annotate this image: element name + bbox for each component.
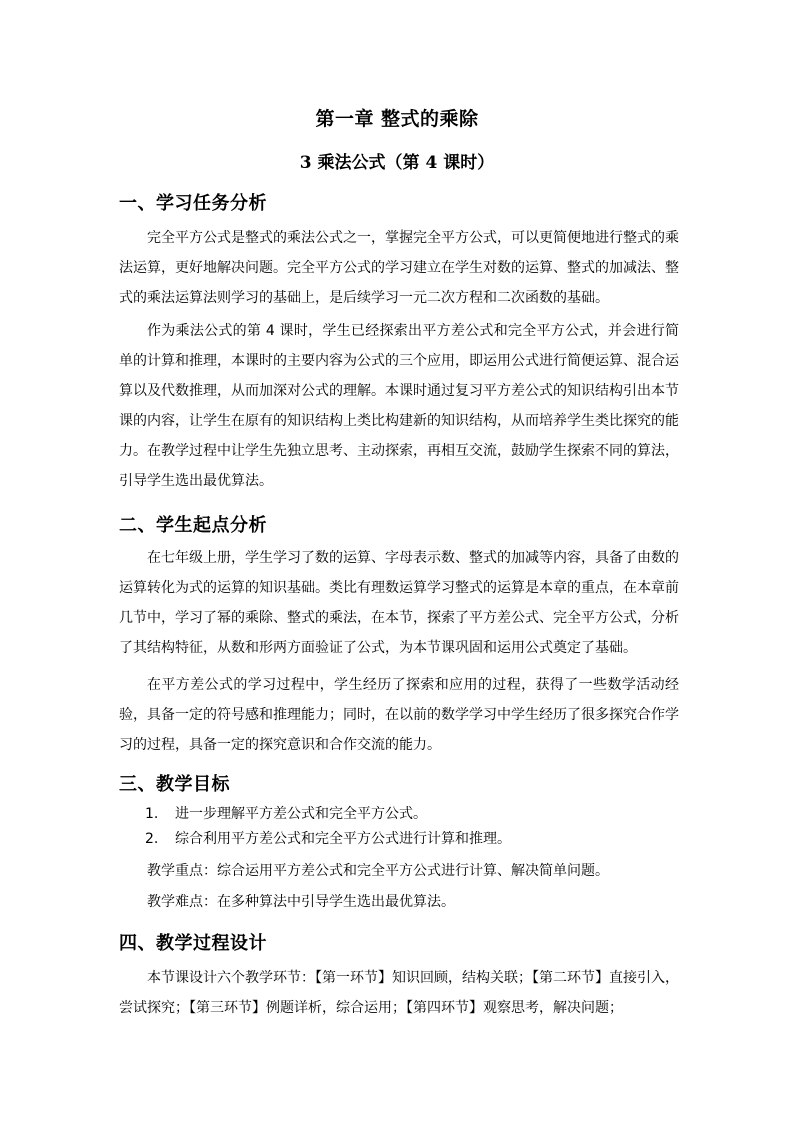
objective-text: 综合利用平方差公式和完全平方公式进行计算和推理。 xyxy=(175,831,511,847)
section-2-paragraph-2: 在平方差公式的学习过程中，学生经历了探索和应用的过程，获得了一些数学活动经验，具备一定的符号感和推理能力；同时，在以前的数学学习中学生经历了很多探究合作学习的过程，具备一定的探究意识和合作交流的能力。 xyxy=(119,677,679,753)
section-2-paragraph-1: 在七年级上册，学生学习了数的运算、字母表示数、整式的加减等内容，具备了由数的运算转化为式的运算的知识基础。类比有理数运算学习整式的运算是本章的重点，在本章前几节中，学习了幂的乘除、整式的乘法，在本节，探索了平方差公式、完全平方公式，分析了其结构特征，从数和形两方面验证了公式，为本节课巩固和运用公式奠定了基础。 xyxy=(119,550,679,656)
section-1-paragraph-1: 完全平方公式是整式的乘法公式之一，掌握完全平方公式，可以更简便地进行整式的乘法运算，更好地解决问题。完全平方公式的学习建立在学生对数的运算、整式的加减法、整式的乘法运算法则学习的基础上，是后续学习一元二次方程和二次函数的基础。 xyxy=(119,230,679,306)
section-1-paragraph-2: 作为乘法公式的第 4 课时，学生已经探索出平方差公式和完全平方公式，并会进行简单的计算和推理，本课时的主要内容为公式的三个应用，即运用公式进行简便运算、混合运算以及代数推理，从而加深对公式的理解。本课时通过复习平方差公式的知识结构引出本节课的内容，让学生在原有的知识结构上类比构建新的知识结构，从而培养学生类比探究的能力。在教学过程中让学生先独立思考、主动探索，再相互交流，鼓励学生探索不同的算法，引导学生选出最优算法。 xyxy=(119,323,679,489)
section-heading-1: 一、学习任务分析 xyxy=(119,193,267,214)
lesson-title: 3 乘法公式（第 4 课时） xyxy=(299,153,495,173)
chapter-title: 第一章 整式的乘除 xyxy=(315,108,479,130)
teaching-difficult-point: 教学难点：在多种算法中引导学生选出最优算法。 xyxy=(147,894,455,910)
section-heading-4: 四、教学过程设计 xyxy=(119,933,267,954)
teaching-key-point: 教学重点：综合运用平方差公式和完全平方公式进行计算、解决简单问题。 xyxy=(147,863,609,879)
section-4-paragraph-1: 本节课设计六个教学环节：【第一环节】知识回顾，结构关联；【第二环节】直接引入，尝试探究；【第三环节】例题详析，综合运用；【第四环节】观察思考，解决问题； xyxy=(119,970,679,1016)
objective-number: 1. xyxy=(145,806,159,822)
objective-item-1 xyxy=(145,803,427,825)
section-heading-3: 三、教学目标 xyxy=(119,774,230,795)
section-heading-2: 二、学生起点分析 xyxy=(119,515,267,536)
objective-item-2 xyxy=(145,828,511,850)
objective-number: 2. xyxy=(145,831,159,847)
objective-text: 进一步理解平方差公式和完全平方公式。 xyxy=(175,806,427,822)
